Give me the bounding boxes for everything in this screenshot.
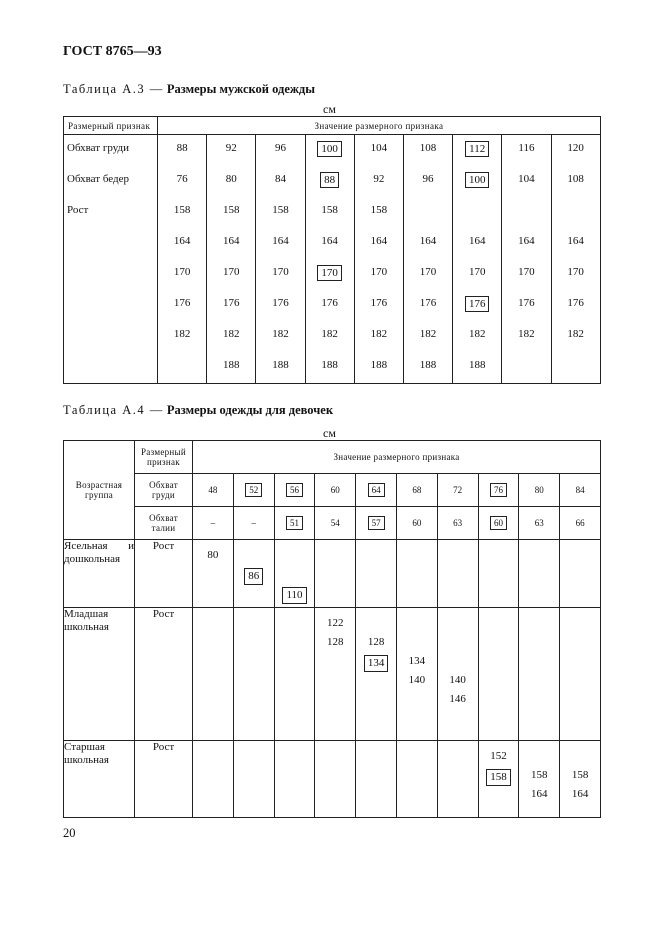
table-cell (223, 135, 240, 166)
table-cell (356, 608, 397, 741)
table-cell (564, 259, 587, 290)
feature-label: Рост (135, 608, 193, 741)
table-cell-value: 80 (207, 549, 219, 561)
chest-value-cell (193, 474, 234, 507)
table-cell (368, 321, 391, 352)
table-cell (315, 540, 356, 608)
table-a4-caption-title: Размеры одежды для девочек (166, 403, 334, 417)
table-cell-value: 128 (367, 636, 385, 648)
table-cell (573, 352, 579, 383)
table-cell (564, 228, 587, 259)
table-cell (193, 540, 234, 608)
table-a3-value-column (403, 135, 452, 384)
table-cell-value: 72 (453, 485, 463, 495)
table-cell-value: 96 (274, 142, 286, 154)
table-cell-value: – (251, 518, 256, 528)
table-cell (274, 741, 315, 818)
table-cell (368, 228, 391, 259)
table-cell (315, 608, 356, 741)
table-cell-value: 88 (176, 142, 188, 154)
boxed-value: 170 (317, 265, 342, 281)
waist-value-cell (478, 507, 519, 540)
row-label: Рост (67, 204, 89, 216)
table-cell (368, 197, 391, 228)
waist-value-cell (560, 507, 601, 540)
table-cell (564, 166, 587, 197)
table-cell (478, 608, 519, 741)
table-cell-value: 182 (272, 328, 289, 340)
table-cell-value: 140 (408, 674, 426, 686)
table-cell-value: 188 (370, 359, 388, 371)
table-cell (269, 197, 292, 228)
table-cell (564, 135, 587, 166)
table-cell-value: 176 (173, 297, 191, 309)
table-cell-value: 182 (518, 328, 535, 340)
table-cell-value: 164 (571, 788, 589, 800)
table-cell (478, 741, 519, 818)
chest-value-cell (519, 474, 560, 507)
age-group-name: Старшая школьная (64, 741, 135, 818)
table-cell (560, 741, 601, 818)
table-cell (515, 166, 538, 197)
table-cell (269, 321, 292, 352)
table-cell-value: 182 (321, 328, 338, 340)
table-cell (370, 166, 387, 197)
table-a3-value-column (453, 135, 502, 384)
table-a4-chest-label: Обхват груди (135, 474, 193, 507)
table-cell (317, 135, 342, 166)
table-cell (220, 197, 243, 228)
table-cell-value: 182 (173, 328, 191, 340)
table-cell (437, 540, 478, 608)
table-cell (417, 228, 440, 259)
table-cell-value: 164 (370, 235, 388, 247)
table-cell-value: 80 (225, 173, 237, 185)
table-a4-header-feature: Размерный признак (135, 441, 193, 474)
table-cell-value: 158 (370, 204, 388, 216)
table-cell-value: 66 (575, 518, 585, 528)
table-cell (171, 321, 194, 352)
table-cell-value: 146 (449, 693, 466, 705)
table-cell (396, 540, 437, 608)
table-cell-value: 68 (412, 485, 422, 495)
table-cell-value: 158 (272, 204, 289, 216)
table-cell (318, 228, 341, 259)
table-cell-value: 134 (408, 655, 426, 667)
table-cell-value: 164 (531, 788, 548, 800)
table-cell (220, 352, 243, 383)
boxed-value: 100 (465, 172, 490, 188)
boxed-value: 64 (368, 483, 385, 497)
table-cell (274, 540, 315, 608)
table-a4-unit: см (323, 426, 336, 440)
table-cell-value: 76 (176, 173, 188, 185)
table-cell (174, 166, 191, 197)
table-cell (478, 540, 519, 608)
table-row (64, 741, 601, 818)
table-cell (269, 290, 292, 321)
chest-value-cell (274, 474, 315, 507)
table-cell-value: 84 (575, 485, 585, 495)
table-cell-value: 158 (173, 204, 191, 216)
table-cell (269, 228, 292, 259)
table-cell (515, 259, 538, 290)
table-a3-caption (63, 82, 315, 97)
table-cell-value: 60 (412, 518, 422, 528)
table-cell-value: 170 (272, 266, 289, 278)
age-group-name: Младшая школьная (64, 608, 135, 741)
table-a3-value-column (207, 135, 256, 384)
waist-value-cell (519, 507, 560, 540)
boxed-value: 52 (245, 483, 262, 497)
table-a3-value-column (354, 135, 403, 384)
table-cell-value: 176 (419, 297, 437, 309)
table-row (64, 608, 601, 741)
table-cell-value: 188 (419, 359, 437, 371)
table-cell-value: 122 (327, 617, 344, 629)
chest-value-cell (560, 474, 601, 507)
table-cell-value: – (210, 518, 216, 528)
table-cell (417, 321, 440, 352)
table-cell (519, 540, 560, 608)
table-cell (233, 608, 274, 741)
table-cell-value: 164 (272, 235, 289, 247)
table-cell (318, 197, 341, 228)
table-cell (171, 290, 194, 321)
table-cell (465, 135, 489, 166)
chest-value-cell (437, 474, 478, 507)
table-cell (193, 608, 234, 741)
table-cell (220, 228, 243, 259)
table-cell (356, 741, 397, 818)
table-cell-value: 182 (567, 328, 584, 340)
boxed-value: 112 (465, 141, 489, 157)
row-label: Обхват груди (67, 142, 129, 154)
table-cell-value: 182 (370, 328, 388, 340)
table-cell (368, 259, 391, 290)
table-cell-value: 63 (453, 518, 463, 528)
table-a4-header-age-group: Возрастная группа (64, 441, 135, 540)
table-a3-value-column (502, 135, 551, 384)
boxed-value: 110 (282, 587, 306, 604)
table-cell (272, 135, 289, 166)
table-cell-value: 170 (173, 266, 191, 278)
boxed-value: 51 (286, 516, 303, 530)
table-cell (368, 135, 391, 166)
table-cell-value: 48 (208, 485, 218, 495)
standard-title: ГОСТ 8765—93 (63, 44, 162, 59)
table-cell (437, 608, 478, 741)
table-a3-header-value: Значение размерного признака (158, 117, 601, 135)
table-cell-value: 108 (419, 142, 437, 154)
waist-value-cell (315, 507, 356, 540)
table-cell (269, 259, 292, 290)
table-cell (272, 166, 289, 197)
table-cell (560, 540, 601, 608)
table-cell (223, 166, 240, 197)
table-cell (356, 540, 397, 608)
table-a4-header-value: Значение размерного признака (193, 441, 601, 474)
table-cell (318, 321, 341, 352)
table-a3-value-column (305, 135, 354, 384)
table-cell (466, 259, 489, 290)
table-cell-value: 60 (330, 485, 340, 495)
boxed-value: 57 (368, 516, 385, 530)
table-a3-value-column (158, 135, 207, 384)
table-cell-value: 164 (419, 235, 437, 247)
table-cell-value: 176 (370, 297, 388, 309)
table-cell-value: 176 (321, 297, 338, 309)
boxed-value: 158 (486, 769, 511, 786)
table-cell (417, 259, 440, 290)
table-cell-value: 164 (321, 235, 338, 247)
table-cell (564, 290, 587, 321)
table-cell-value: 92 (225, 142, 237, 154)
table-cell (564, 321, 587, 352)
table-cell (171, 259, 194, 290)
table-cell-value: 158 (321, 204, 338, 216)
table-cell (523, 197, 529, 228)
table-cell (573, 197, 579, 228)
table-cell (465, 290, 490, 321)
table-a3-label-column (64, 135, 158, 384)
table-cell-value: 176 (223, 297, 240, 309)
table-cell (515, 228, 538, 259)
table-cell-value: 170 (223, 266, 240, 278)
table-cell-value: 182 (468, 328, 486, 340)
table-cell (179, 352, 185, 383)
table-cell-value: 188 (468, 359, 486, 371)
table-cell-value: 164 (518, 235, 535, 247)
boxed-value: 100 (317, 141, 342, 157)
boxed-value: 56 (286, 483, 303, 497)
table-cell (465, 166, 490, 197)
table-cell-value: 84 (274, 173, 286, 185)
table-cell (174, 135, 191, 166)
table-cell-value: 116 (518, 142, 535, 154)
table-cell (318, 352, 341, 383)
table-cell (396, 608, 437, 741)
table-cell-value: 182 (419, 328, 437, 340)
table-cell (474, 197, 480, 228)
table-cell-value: 108 (567, 173, 584, 185)
table-cell-value: 164 (468, 235, 486, 247)
table-cell (560, 608, 601, 741)
table-cell-value: 188 (321, 359, 338, 371)
table-cell-value: 158 (531, 769, 548, 781)
table-cell (515, 135, 537, 166)
waist-value-cell (396, 507, 437, 540)
table-cell (515, 290, 538, 321)
table-cell-value: 54 (330, 518, 340, 528)
table-a3-caption-title: Размеры мужской одежды (166, 82, 316, 96)
table-cell-value: 188 (223, 359, 240, 371)
table-cell-value: 120 (567, 142, 584, 154)
table-cell (220, 290, 243, 321)
table-a3-caption-prefix: Таблица А.3 — (63, 82, 164, 96)
table-cell (519, 741, 560, 818)
table-cell (466, 228, 489, 259)
table-cell (233, 540, 274, 608)
table-cell-value: 63 (534, 518, 544, 528)
table-cell (233, 741, 274, 818)
table-cell-value: 164 (173, 235, 191, 247)
table-cell-value: 92 (373, 173, 385, 185)
table-cell (425, 197, 431, 228)
table-a4 (63, 440, 601, 818)
table-cell (396, 741, 437, 818)
table-cell (417, 352, 440, 383)
feature-label: Рост (135, 741, 193, 818)
table-cell-value: 170 (567, 266, 584, 278)
table-cell (320, 166, 339, 197)
table-cell (274, 608, 315, 741)
table-cell-value: 158 (223, 204, 240, 216)
table-cell (171, 197, 194, 228)
table-cell-value: 128 (327, 636, 344, 648)
table-cell (420, 166, 437, 197)
table-cell-value: 140 (449, 674, 466, 686)
chest-value-cell (315, 474, 356, 507)
table-cell-value: 164 (567, 235, 584, 247)
table-a3 (63, 116, 601, 384)
table-a3-header-feature: Размерный признак (64, 117, 158, 135)
feature-label: Рост (135, 540, 193, 608)
table-cell (318, 290, 341, 321)
table-cell-value: 182 (223, 328, 240, 340)
table-a4-caption (63, 403, 333, 418)
table-cell (315, 741, 356, 818)
table-cell (523, 352, 529, 383)
table-cell-value: 176 (567, 297, 584, 309)
table-cell (437, 741, 478, 818)
table-cell (269, 352, 292, 383)
chest-value-cell (396, 474, 437, 507)
table-cell-value: 170 (419, 266, 437, 278)
table-cell-value: 176 (518, 297, 535, 309)
table-a3-value-column (256, 135, 305, 384)
table-cell (515, 321, 538, 352)
table-cell-value: 170 (518, 266, 535, 278)
table-a4-waist-label: Обхват талии (135, 507, 193, 540)
table-cell-value: 170 (468, 266, 486, 278)
table-cell (466, 321, 489, 352)
table-cell-value: 104 (370, 142, 388, 154)
waist-value-cell (356, 507, 397, 540)
table-cell-value: 170 (370, 266, 388, 278)
boxed-value: 134 (364, 655, 389, 672)
table-cell-value: 188 (272, 359, 289, 371)
table-cell-value: 176 (272, 297, 289, 309)
table-cell (519, 608, 560, 741)
waist-value-cell (193, 507, 234, 540)
waist-value-cell (233, 507, 274, 540)
boxed-value: 86 (244, 568, 263, 585)
table-a3-unit: см (323, 102, 336, 116)
table-cell (417, 290, 440, 321)
chest-value-cell (233, 474, 274, 507)
table-cell-value: 80 (534, 485, 544, 495)
table-cell (220, 321, 243, 352)
table-cell (193, 741, 234, 818)
table-cell (368, 352, 391, 383)
age-group-name: Ясельная и дошкольная (64, 540, 135, 608)
chest-value-cell (356, 474, 397, 507)
row-label: Обхват бедер (67, 173, 129, 185)
table-cell-value: 164 (223, 235, 240, 247)
table-cell (368, 290, 391, 321)
table-a3-value-column (551, 135, 600, 384)
waist-value-cell (274, 507, 315, 540)
boxed-value: 88 (320, 172, 339, 188)
table-row (64, 540, 601, 608)
table-a4-caption-prefix: Таблица А.4 — (63, 403, 164, 417)
boxed-value: 60 (490, 516, 507, 530)
page-number: 20 (63, 826, 76, 840)
table-cell (317, 259, 342, 290)
table-cell (417, 135, 440, 166)
table-cell-value: 96 (422, 173, 434, 185)
table-cell (220, 259, 243, 290)
table-cell (171, 228, 194, 259)
table-cell (466, 352, 489, 383)
waist-value-cell (437, 507, 478, 540)
table-cell-value: 158 (571, 769, 589, 781)
boxed-value: 176 (465, 296, 490, 312)
table-cell-value: 104 (518, 173, 535, 185)
table-cell-value: 152 (490, 750, 507, 762)
chest-value-cell (478, 474, 519, 507)
boxed-value: 76 (490, 483, 507, 497)
